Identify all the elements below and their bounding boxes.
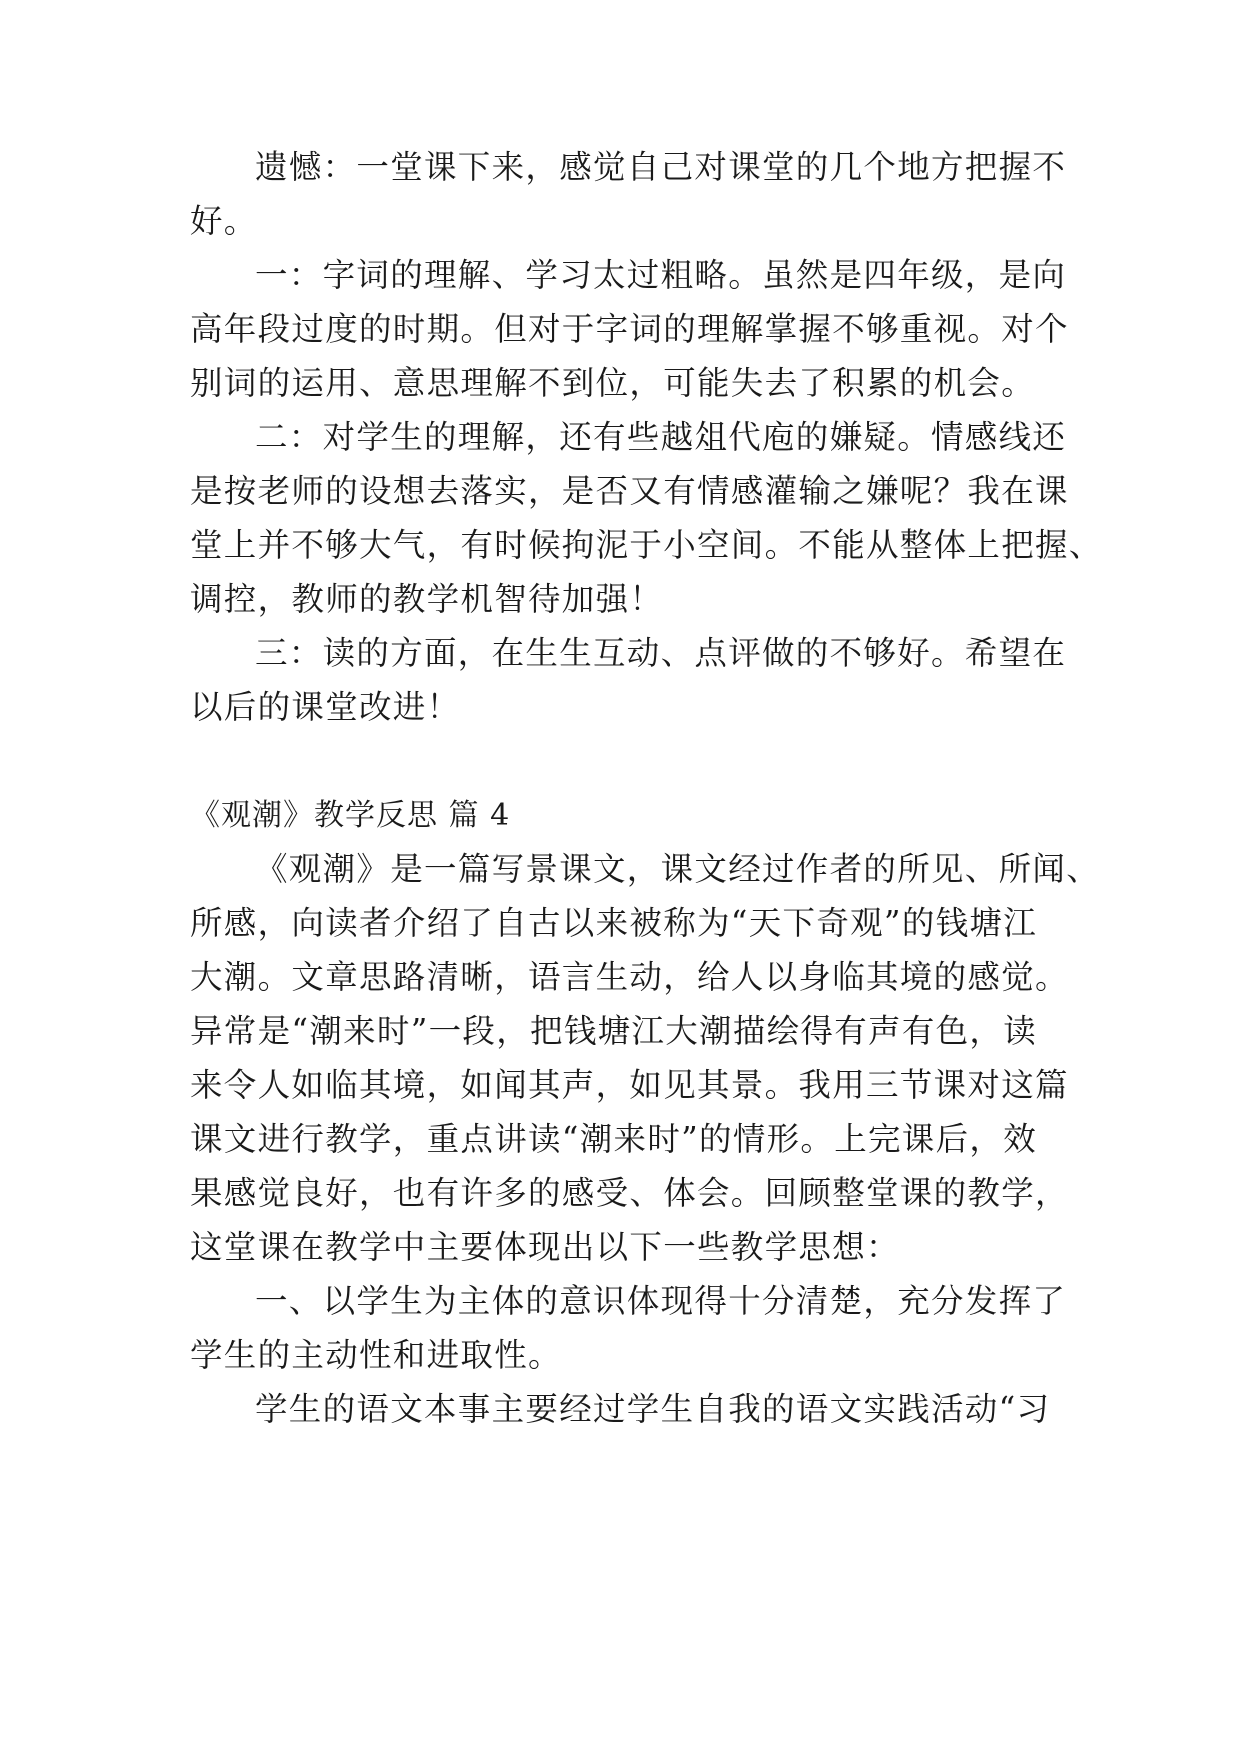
- paragraph-line: 遗憾：一堂课下来，感觉自己对课堂的几个地方把握不: [255, 148, 1067, 186]
- paragraph-line: 所感，向读者介绍了自古以来被称为“天下奇观”的钱塘江: [190, 904, 1038, 942]
- paragraph-line: 大潮。文章思路清晰，语言生动，给人以身临其境的感觉。: [190, 958, 1069, 996]
- paragraph-line: 调控，教师的教学机智待加强！: [190, 580, 664, 618]
- paragraph-line: 堂上并不够大气，有时候拘泥于小空间。不能从整体上把握、: [190, 526, 1103, 564]
- paragraph-line: 《观潮》是一篇写景课文，课文经过作者的所见、所闻、: [255, 850, 1101, 888]
- paragraph-line: 学生的主动性和进取性。: [190, 1336, 562, 1374]
- paragraph-line: 一、以学生为主体的意识体现得十分清楚，充分发挥了: [255, 1282, 1067, 1320]
- paragraph-line: 三：读的方面，在生生互动、点评做的不够好。希望在: [255, 634, 1067, 672]
- section-title: 《观潮》教学反思 篇 4: [190, 798, 511, 833]
- paragraph-line: 高年段过度的时期。但对于字词的理解掌握不够重视。对个: [190, 310, 1069, 348]
- paragraph-line: 这堂课在教学中主要体现出以下一些教学思想：: [190, 1228, 900, 1266]
- paragraph-line: 课文进行教学，重点讲读“潮来时”的情形。上完课后，效: [190, 1120, 1038, 1158]
- paragraph-line: 果感觉良好，也有许多的感受、体会。回顾整堂课的教学，: [190, 1174, 1069, 1212]
- paragraph-line: 好。: [190, 202, 258, 240]
- paragraph-line: 二：对学生的理解，还有些越俎代庖的嫌疑。情感线还: [255, 418, 1067, 456]
- paragraph-line: 是按老师的设想去落实，是否又有情感灌输之嫌呢？我在课: [190, 472, 1069, 510]
- paragraph-line: 学生的语文本事主要经过学生自我的语文实践活动“习: [255, 1390, 1051, 1428]
- paragraph-line: 来令人如临其境，如闻其声，如见其景。我用三节课对这篇: [190, 1066, 1069, 1104]
- paragraph-line: 一：字词的理解、学习太过粗略。虽然是四年级，是向: [255, 256, 1067, 294]
- paragraph-line: 别词的运用、意思理解不到位，可能失去了积累的机会。: [190, 364, 1036, 402]
- paragraph-line: 以后的课堂改进！: [190, 688, 461, 726]
- paragraph-line: 异常是“潮来时”一段，把钱塘江大潮描绘得有声有色，读: [190, 1012, 1038, 1050]
